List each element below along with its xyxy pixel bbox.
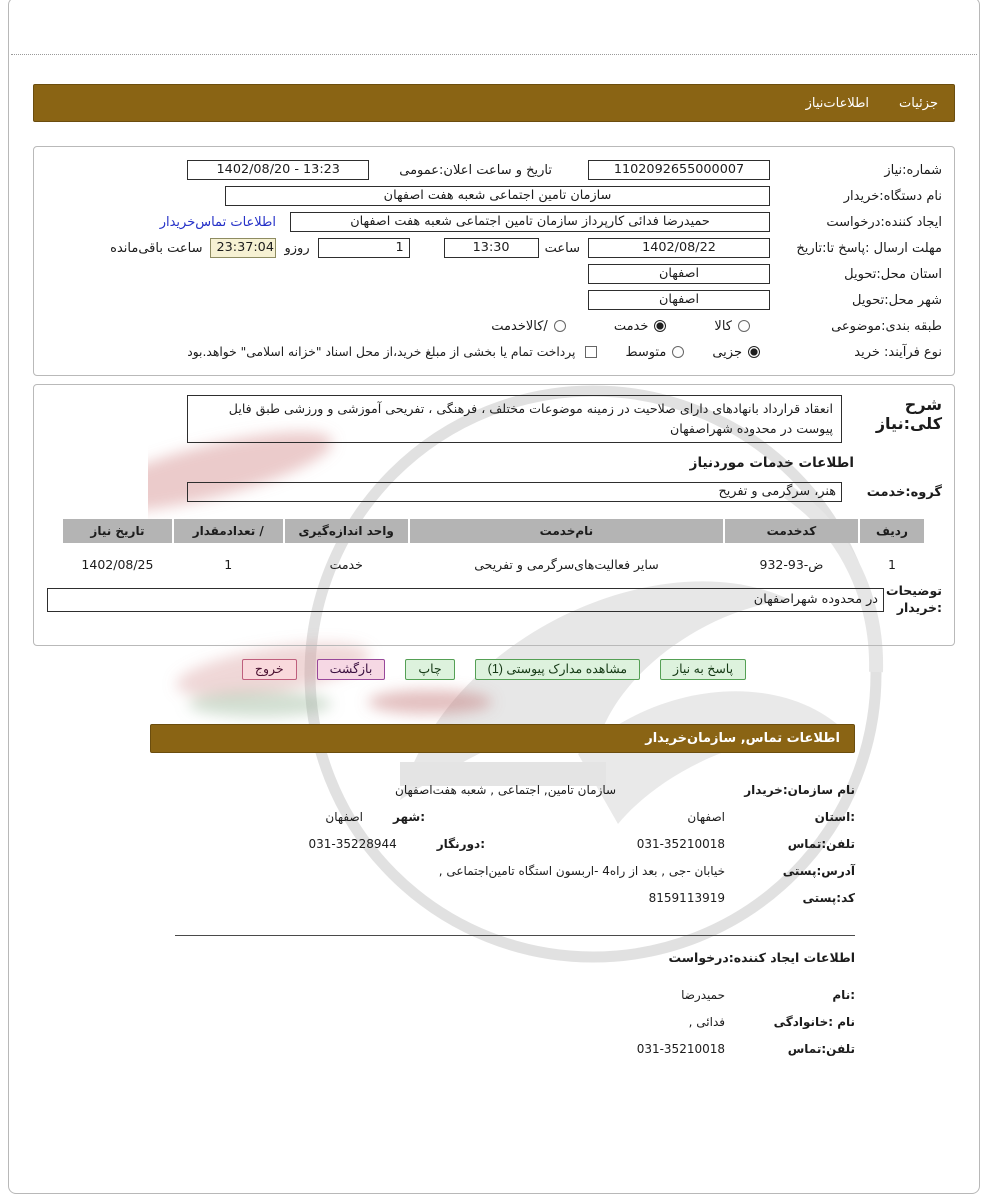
need-number-value: 1102092655000007 [588,160,770,180]
buyer-contact-header-bar: اطلاعات تماس, سازمان‌خریدار [150,724,855,753]
need-summary-card [33,146,955,376]
creator-family-value: فدائی , [688,1014,725,1029]
contact-phone-value: 031-35210018 [636,836,725,851]
row-request-creator [46,209,942,235]
row-deadline [46,235,942,261]
section-divider [175,935,855,936]
buyer-notes-value: در محدوده شهراصفهان [47,588,884,612]
contact-fax-label: :دورنگار [436,836,485,851]
row-postal-code [143,884,855,911]
buyer-org-label: نام دستگاه:خریدار [843,188,942,204]
creator-heading: اطلاعات ایجاد کننده:درخواست [668,950,855,965]
remaining-hours-label: ساعت باقی‌مانده [110,240,203,256]
view-attachments-button[interactable]: مشاهده مدارک پیوستی (1) [475,659,640,680]
description-box: انعقاد قرارداد بانهادهای دارای صلاحیت در زمینه موضوعات مختلف ، فرهنگی ، تفریحی آموزشی و ورزشی طبق فایل پیوست در محدوده شهراصفهان [187,395,842,443]
request-creator-section [143,950,855,1062]
treasury-payment-note: پرداخت تمام یا بخشی از مبلغ خرید،از محل اسناد "خزانه اسلامی" خواهد.بود [187,345,576,359]
need-number-label: شماره:نیاز [884,162,942,178]
contact-phone-label: تلفن:تماس [787,836,855,851]
row-buyer-org [46,183,942,209]
row-province-city [143,803,855,830]
print-button[interactable]: چاپ [405,659,454,680]
radio-goods-service-label: /کالاخدمت [491,318,548,334]
buyer-contact-link[interactable]: اطلاعات تماس‌خریدار [159,214,276,230]
row-creator-name [143,981,855,1008]
row-province [46,261,942,287]
deadline-date-value: 1402/08/22 [588,238,770,258]
contact-province-label: :استان [814,809,855,824]
cell-service-name: سایر فعالیت‌های‌سرگرمی و تفریحی [474,557,659,573]
delivery-province-label: استان محل:تحویل [844,266,942,282]
row-process-type [46,339,942,365]
cell-quantity: 1 [224,557,233,573]
row-city [46,287,942,313]
radio-goods-service[interactable] [554,320,566,332]
contact-address-value: خیابان -جی , بعد از راه4 -اربسون استگاه تامین‌اجتماعی , [438,863,725,878]
row-service-group [46,479,942,505]
action-buttons [0,659,988,680]
radio-minor[interactable] [748,346,760,358]
row-phone-fax [143,830,855,857]
radio-goods[interactable] [738,320,750,332]
creator-phone-label: تلفن:تماس [787,1041,855,1056]
creator-family-label: نام :خانوادگی [773,1014,855,1029]
row-buyer-notes [46,583,942,616]
table-header-unit: واحد اندازه‌گیری [285,519,408,543]
service-group-label: گروه:خدمت [866,484,942,500]
delivery-city-label: شهر محل:تحویل [852,292,942,308]
treasury-payment-checkbox[interactable] [585,346,597,358]
table-header-service-name: نام‌خدمت [410,519,723,543]
contact-province-value: اصفهان [687,809,725,824]
table-header-quantity: / تعدادمقدار [174,519,283,543]
contact-address-label: آدرس:پستی [782,863,855,878]
row-address [143,857,855,884]
contact-city-label: :شهر [393,809,425,824]
table-header-row-number: ردیف [860,519,924,543]
postal-code-value: 8159113919 [648,890,725,905]
cell-unit: خدمت [329,557,363,573]
back-button[interactable]: بازگشت [317,659,386,680]
row-creator-family [143,1008,855,1035]
category-label: طبقه بندی:موضوعی [831,318,942,334]
row-creator-phone [143,1035,855,1062]
table-header-need-date: تاریخ نیاز [63,519,172,543]
row-description [46,395,942,443]
org-name-label: نام سازمان:خریدار [744,782,855,797]
announce-datetime-value: 1402/08/20 - 13:23 [187,160,369,180]
row-need-number [46,157,942,183]
tab-need-info[interactable]: اطلاعات‌نیاز [805,95,870,111]
buyer-notes-label: توضیحات :خریدار [886,583,942,615]
cell-row-number: 1 [887,557,896,573]
need-details-card [33,384,955,646]
countdown-timer: 23:37:04 [210,238,276,258]
creator-name-label: :نام [832,987,855,1002]
cell-service-code: ض-93-932 [759,557,824,573]
delivery-province-value: اصفهان [588,264,770,284]
exit-button[interactable]: خروج [242,659,297,680]
postal-code-label: کد:پستی [802,890,855,905]
service-group-value: هنر، سرگرمی و تفریح [187,482,842,502]
reply-to-need-button[interactable]: پاسخ به نیاز [660,659,746,680]
radio-goods-label: کالا [714,318,732,334]
services-table [61,517,926,575]
table-row [63,545,924,573]
radio-minor-label: جزیی [712,344,742,360]
radio-service[interactable] [654,320,666,332]
row-category [46,313,942,339]
process-type-label: نوع فرآیند: خرید [854,344,942,360]
top-divider [11,54,977,55]
buyer-contact-section [143,776,855,911]
creator-phone-value: 031-35210018 [636,1041,725,1056]
request-creator-value: حمیدرضا فدائی کارپرداز سازمان تامین اجتماعی شعبه هفت اصفهان [290,212,770,232]
deadline-label: مهلت ارسال :پاسخ تا:تاریخ [796,240,942,256]
announce-datetime-label: تاریخ و ساعت اعلان:عمومی [399,162,552,178]
contact-fax-value: 031-35228944 [308,836,397,851]
buyer-org-value: سازمان تامین اجتماعی شعبه هفت اصفهان [225,186,770,206]
radio-medium-label: متوسط [625,344,667,360]
delivery-city-value: اصفهان [588,290,770,310]
deadline-time-value: 13:30 [444,238,539,258]
request-creator-label: ایجاد کننده:درخواست [826,214,942,230]
row-org-name [143,776,855,803]
cell-need-date: 1402/08/25 [81,557,154,573]
description-label: شرح کلی:نیاز [875,395,942,433]
creator-name-value: حمیدرضا [681,987,725,1002]
org-name-value: سازمان تامین, اجتماعی , شعبه هفت‌اصفهان [395,782,617,797]
radio-service-label: خدمت [613,318,649,334]
table-header-row [63,519,924,543]
table-header-service-code: کدخدمت [725,519,858,543]
remaining-days-value: 1 [318,238,410,258]
deadline-hour-label: ساعت [544,240,580,256]
day-and-label: روزو [284,240,310,256]
tab-details[interactable]: جزئیات [899,95,938,111]
header-bar [33,84,955,122]
contact-city-value: اصفهان [325,809,363,824]
services-heading: اطلاعات خدمات موردنیاز [689,455,854,472]
radio-medium[interactable] [672,346,684,358]
